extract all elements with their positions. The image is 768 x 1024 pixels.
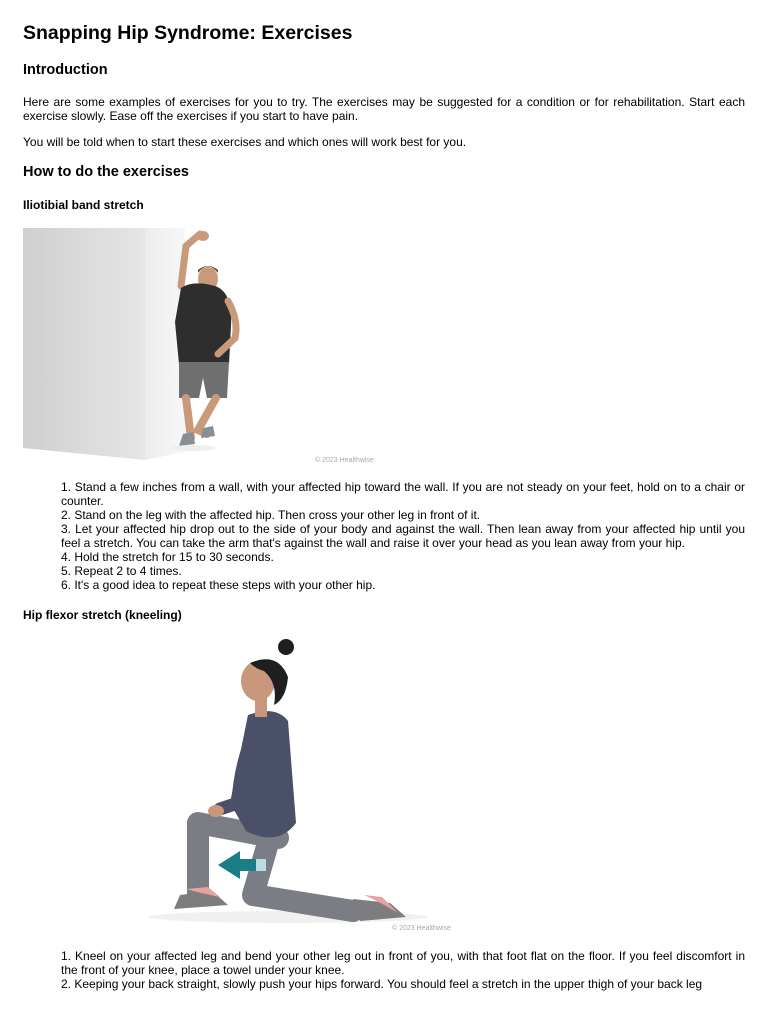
list-item: 5. Repeat 2 to 4 times. [61, 564, 182, 578]
it-band-stretch-illustration [23, 226, 383, 466]
hip-flexor-steps-list [61, 949, 745, 991]
intro-paragraph: Here are some examples of exercises for you to try. The exercises may be suggested for a condition or for rehabilitation. Start each exercise slowly. Ease off the exercises if you start to have pain. [23, 95, 745, 123]
list-item: 2. Keeping your back straight, slowly push your hips forward. You should feel a stretch in the upper thigh of your back leg [61, 977, 703, 991]
how-to-heading: How to do the exercises [23, 164, 189, 180]
list-item: 1. Stand a few inches from a wall, with your affected hip toward the wall. If you are not steady on your feet, hold on to a chair or counter. [61, 480, 745, 508]
it-band-steps-list [61, 480, 745, 592]
hip-flexor-stretch-illustration [128, 633, 478, 933]
list-item: 6. It's a good idea to repeat these steps with your other hip. [61, 578, 376, 592]
intro-note-paragraph: You will be told when to start these exercises and which ones will work best for you. [23, 135, 467, 149]
list-item: 1. Kneel on your affected leg and bend your other leg out in front of you, with that foot flat on the floor. If you feel discomfort in the front of your knee, place a towel under your knee. [61, 949, 745, 977]
image-credit: © 2023 Healthwise [392, 925, 451, 932]
exercise-title-it-band: Iliotibial band stretch [23, 198, 144, 212]
introduction-heading: Introduction [23, 62, 108, 78]
list-item: 4. Hold the stretch for 15 to 30 seconds. [61, 550, 274, 564]
image-credit: © 2023 Healthwise [315, 457, 374, 464]
exercise-title-hip-flexor: Hip flexor stretch (kneeling) [23, 608, 182, 622]
list-item: 2. Stand on the leg with the affected hip. Then cross your other leg in front of it. [61, 508, 481, 522]
list-item: 3. Let your affected hip drop out to the side of your body and against the wall. Then lean away from your affected hip until you feel a stretch. You can take the arm that's against the wall and raise it over your head as you lean away from your hip. [61, 522, 745, 550]
page-title: Snapping Hip Syndrome: Exercises [23, 22, 353, 44]
